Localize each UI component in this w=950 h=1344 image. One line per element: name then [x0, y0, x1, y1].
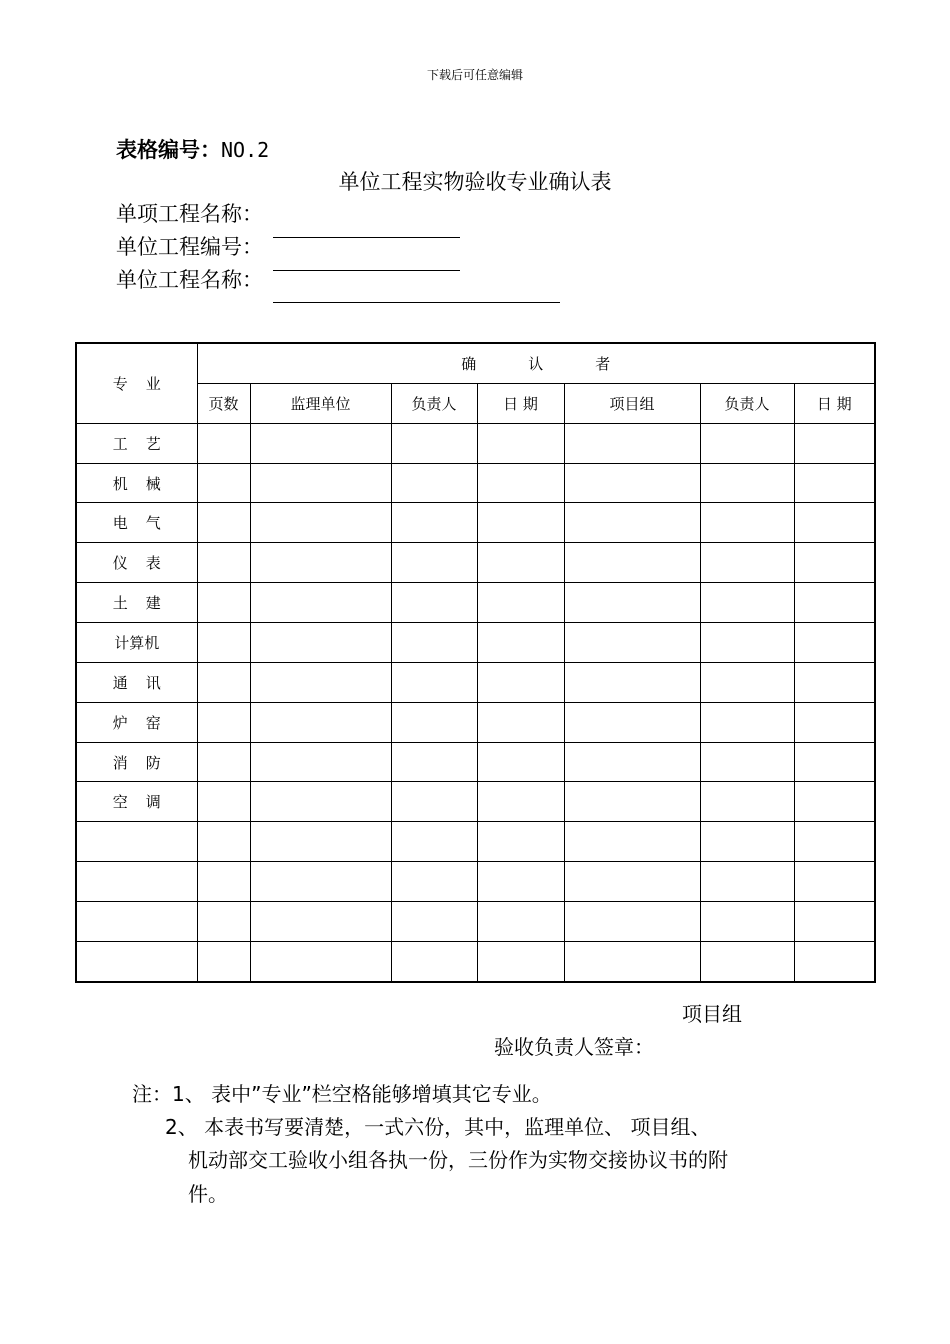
discipline-label: 炉窑 — [112, 713, 179, 732]
entry-cell[interactable] — [197, 902, 250, 942]
note-line-3: 机动部交工验收小组各执一份，三份作为实物交接协议书的附 — [188, 1148, 728, 1172]
entry-cell[interactable] — [700, 543, 794, 583]
table-row — [76, 423, 875, 463]
table-row — [76, 463, 875, 503]
entry-cell[interactable] — [391, 623, 477, 663]
note-line-1: 注：1、 表中”专业”栏空格能够增填其它专业。 — [132, 1082, 552, 1106]
col-header-responsible: 负责人 — [391, 383, 477, 423]
entry-cell[interactable] — [794, 941, 875, 982]
table-row — [76, 702, 875, 742]
discipline-label: 计算机 — [114, 633, 160, 652]
table-row — [76, 583, 875, 623]
discipline-label: 仪表 — [112, 554, 179, 573]
entry-cell[interactable] — [700, 902, 794, 942]
entry-cell[interactable] — [794, 742, 875, 782]
entry-cell[interactable] — [391, 862, 477, 902]
entry-cell[interactable] — [197, 742, 250, 782]
entry-cell[interactable] — [197, 941, 250, 982]
entry-cell[interactable] — [197, 623, 250, 663]
entry-cell[interactable] — [391, 583, 477, 623]
entry-cell[interactable] — [477, 941, 564, 982]
entry-cell[interactable] — [477, 902, 564, 942]
entry-cell[interactable] — [250, 941, 391, 982]
discipline-cell — [76, 583, 197, 623]
entry-cell[interactable] — [250, 583, 391, 623]
entry-cell[interactable] — [197, 862, 250, 902]
discipline-label: 土建 — [112, 594, 179, 613]
entry-cell[interactable] — [391, 423, 477, 463]
entry-cell[interactable] — [477, 822, 564, 862]
entry-cell[interactable] — [477, 782, 564, 822]
entry-cell[interactable] — [477, 742, 564, 782]
discipline-header-label: 专业 — [112, 374, 179, 393]
table-row — [76, 503, 875, 543]
entry-cell[interactable] — [477, 862, 564, 902]
unit-project-number-field[interactable] — [273, 237, 460, 238]
discipline-cell — [76, 702, 197, 742]
entry-cell[interactable] — [197, 423, 250, 463]
table-row — [76, 623, 875, 663]
discipline-label: 空调 — [112, 793, 179, 812]
entry-cell[interactable] — [250, 862, 391, 902]
entry-cell[interactable] — [391, 543, 477, 583]
form-number-label: 表格编号： — [116, 138, 221, 162]
entry-cell[interactable] — [564, 662, 700, 702]
entry-cell[interactable] — [700, 662, 794, 702]
discipline-cell — [76, 822, 197, 862]
entry-cell[interactable] — [564, 742, 700, 782]
entry-cell[interactable] — [477, 543, 564, 583]
discipline-cell — [76, 623, 197, 663]
entry-cell[interactable] — [700, 702, 794, 742]
entry-cell[interactable] — [250, 902, 391, 942]
entry-cell[interactable] — [391, 702, 477, 742]
form-number — [116, 134, 269, 164]
entry-cell[interactable] — [391, 463, 477, 503]
entry-cell[interactable] — [794, 543, 875, 583]
entry-cell[interactable] — [564, 702, 700, 742]
header-row — [76, 343, 875, 383]
discipline-label: 通讯 — [112, 673, 179, 692]
entry-cell[interactable] — [477, 583, 564, 623]
entry-cell[interactable] — [250, 782, 391, 822]
entry-cell[interactable] — [477, 623, 564, 663]
entry-cell[interactable] — [700, 583, 794, 623]
entry-cell[interactable] — [197, 662, 250, 702]
table-row — [76, 941, 875, 982]
table-row — [76, 902, 875, 942]
discipline-label: 工艺 — [112, 434, 179, 453]
entry-cell[interactable] — [794, 662, 875, 702]
col-header-supervisor: 监理单位 — [250, 383, 391, 423]
page-title: 单位工程实物验收专业确认表 — [338, 170, 612, 194]
unit-project-name-field[interactable] — [273, 270, 460, 271]
entry-cell[interactable] — [564, 902, 700, 942]
entry-cell[interactable] — [564, 543, 700, 583]
entry-cell[interactable] — [700, 941, 794, 982]
signature-line-2: 验收负责人签章： — [494, 1035, 654, 1059]
entry-cell[interactable] — [794, 782, 875, 822]
entry-cell[interactable] — [197, 782, 250, 822]
entry-cell[interactable] — [250, 662, 391, 702]
unit-project-number-label: 单位工程编号： — [116, 235, 263, 259]
entry-cell[interactable] — [391, 742, 477, 782]
entry-cell[interactable] — [794, 503, 875, 543]
entry-cell[interactable] — [250, 543, 391, 583]
discipline-cell — [76, 862, 197, 902]
entry-cell[interactable] — [250, 423, 391, 463]
entry-cell[interactable] — [197, 702, 250, 742]
confirmation-table — [75, 342, 876, 983]
entry-cell[interactable] — [700, 463, 794, 503]
form-number-code: NO.2 — [221, 138, 270, 162]
discipline-cell — [76, 503, 197, 543]
entry-cell[interactable] — [391, 662, 477, 702]
entry-cell[interactable] — [477, 423, 564, 463]
entry-cell[interactable] — [794, 623, 875, 663]
table-row — [76, 862, 875, 902]
discipline-cell — [76, 782, 197, 822]
entry-cell[interactable] — [700, 503, 794, 543]
col-header-date-2: 日 期 — [794, 383, 875, 423]
entry-cell[interactable] — [477, 702, 564, 742]
entry-cell[interactable] — [700, 623, 794, 663]
entry-cell[interactable] — [794, 902, 875, 942]
entry-cell[interactable] — [794, 822, 875, 862]
entry-cell[interactable] — [250, 742, 391, 782]
entry-cell[interactable] — [794, 583, 875, 623]
entry-cell[interactable] — [564, 423, 700, 463]
table-row — [76, 742, 875, 782]
entry-cell[interactable] — [564, 782, 700, 822]
discipline-label: 消防 — [112, 753, 179, 772]
signature-line-1: 项目组 — [682, 1002, 742, 1026]
note-line-4: 件。 — [188, 1182, 228, 1206]
blank-field-line[interactable] — [273, 302, 560, 303]
col-header-project-group: 项目组 — [564, 383, 700, 423]
entry-cell[interactable] — [250, 463, 391, 503]
entry-cell[interactable] — [391, 503, 477, 543]
entry-cell[interactable] — [477, 662, 564, 702]
entry-cell[interactable] — [197, 583, 250, 623]
entry-cell[interactable] — [197, 543, 250, 583]
entry-cell[interactable] — [564, 503, 700, 543]
discipline-cell — [76, 662, 197, 702]
entry-cell[interactable] — [794, 862, 875, 902]
table-row — [76, 543, 875, 583]
discipline-label: 电气 — [112, 514, 179, 533]
entry-cell[interactable] — [391, 822, 477, 862]
discipline-cell — [76, 941, 197, 982]
discipline-header — [76, 343, 197, 423]
unit-project-name-label: 单位工程名称： — [116, 268, 263, 292]
entry-cell[interactable] — [250, 623, 391, 663]
col-header-pages: 页数 — [197, 383, 250, 423]
entry-cell[interactable] — [700, 742, 794, 782]
entry-cell[interactable] — [250, 822, 391, 862]
entry-cell[interactable] — [391, 941, 477, 982]
entry-cell[interactable] — [477, 503, 564, 543]
entry-cell[interactable] — [564, 941, 700, 982]
entry-cell[interactable] — [250, 702, 391, 742]
entry-cell[interactable] — [700, 822, 794, 862]
entry-cell[interactable] — [564, 463, 700, 503]
table-row — [76, 782, 875, 822]
entry-cell[interactable] — [197, 503, 250, 543]
entry-cell[interactable] — [391, 782, 477, 822]
entry-cell[interactable] — [700, 423, 794, 463]
entry-cell[interactable] — [197, 822, 250, 862]
entry-cell[interactable] — [794, 702, 875, 742]
discipline-label: 机械 — [112, 474, 179, 493]
discipline-cell — [76, 742, 197, 782]
entry-cell[interactable] — [794, 423, 875, 463]
entry-cell[interactable] — [700, 782, 794, 822]
discipline-cell — [76, 423, 197, 463]
note-line-2: 2、 本表书写要清楚，一式六份，其中，监理单位、 项目组、 — [165, 1115, 711, 1139]
entry-cell[interactable] — [794, 463, 875, 503]
confirmer-header-label: 确认者 — [461, 354, 663, 373]
entry-cell[interactable] — [391, 902, 477, 942]
col-header-responsible-2: 负责人 — [700, 383, 794, 423]
col-header-date: 日 期 — [477, 383, 564, 423]
entry-cell[interactable] — [564, 623, 700, 663]
table-row — [76, 662, 875, 702]
discipline-cell — [76, 463, 197, 503]
entry-cell[interactable] — [700, 862, 794, 902]
table-row — [76, 822, 875, 862]
discipline-cell — [76, 543, 197, 583]
confirmer-header — [197, 343, 875, 383]
header-note: 下载后可任意编辑 — [426, 68, 523, 82]
entry-cell[interactable] — [564, 583, 700, 623]
entry-cell[interactable] — [564, 862, 700, 902]
entry-cell[interactable] — [477, 463, 564, 503]
entry-cell[interactable] — [250, 503, 391, 543]
entry-cell[interactable] — [197, 463, 250, 503]
project-item-name-label: 单项工程名称： — [116, 202, 263, 226]
entry-cell[interactable] — [564, 822, 700, 862]
discipline-cell — [76, 902, 197, 942]
